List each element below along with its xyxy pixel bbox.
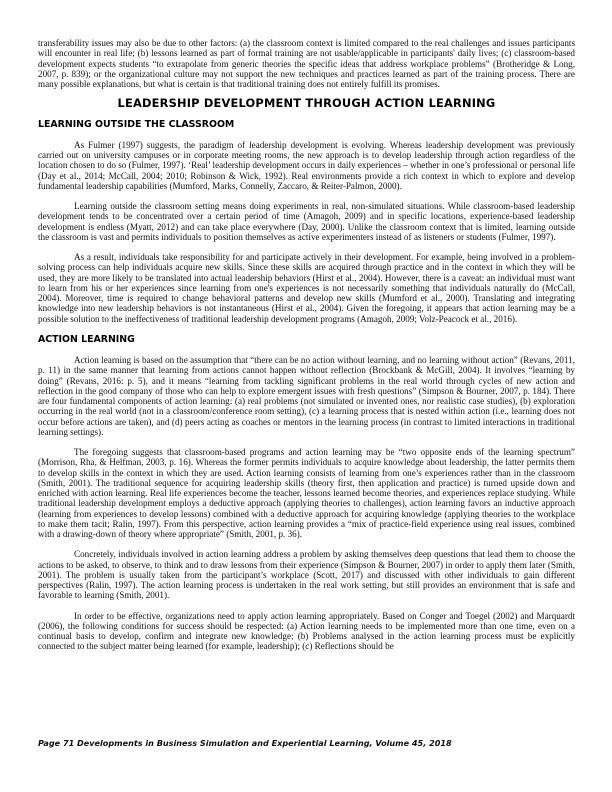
body-paragraph: Concretely, individuals involved in action learning address a problem by asking themselves deep questions that lead them to choose the actions to be asked, to observe, to think and to draw lessons from their experience (Simpson & Bourner, 2007) in order to apply them later (Smith, 2001). The problem is usually taken from the participant’s workplace (Scott, 2017) and discussed with other individuals to gain different perspectives (Ralin, 1997). The action learning process is undertaken in the real work setting, but still provides an environment that is safe and favorable to learning (Smith, 2001). (38, 549, 575, 601)
body-paragraph: Learning outside the classroom setting means doing experiments in real, non-simulated situations. While classroom-based leadership development tends to be concentrated over a certain period of time (Amagoh, 2009) and in specific locations, experience-based leadership development is endless (Myatt, 2012) and can take place everywhere (Day, 2000). Unlike the classroom context that is limited, learning outside the classroom is vast and permits individuals to position themselves as active experimenters instead of as listeners or students (Fulmer, 1997). (38, 201, 575, 242)
section-title: LEADERSHIP DEVELOPMENT THROUGH ACTION LEARNING (117, 96, 496, 111)
page-footer: Page 71 Developments in Business Simulation and Experiential Learning, Volume 45, 2018 (38, 738, 452, 748)
body-paragraph: As a result, individuals take responsibility for and participate actively in their development. For example, being involved in a problem-solving process can help individuals acquire new skills. Since these skills are acquired through practice and in the context in which they will be used, they are more likely to be translated into actual leadership behaviors (Hirst et al., 2004). However, there is a caveat: an individual must want to learn from his or her experiences since learning from one's experiences is not necessarily something that individuals naturally do (McCall, 2004). Moreover, time is required to change behavioral patterns and develop new skills (Mumford et al., 2000). Translating and integrating knowledge into new leadership behaviors is not instantaneous (Hirst et al., 2004). Given the foregoing, it appears that action learning may be a possible solution to the ineffectiveness of traditional leadership development programs (Amagoh, 2009; Volz-Peacock et al., 2016). (38, 252, 575, 324)
subsection-heading-action-learning: ACTION LEARNING (38, 333, 135, 345)
body-paragraph: As Fulmer (1997) suggests, the paradigm of leadership development is evolving. Whereas leadership development was previously carried out on university campuses or in corporate meeting rooms, the new approach is to develop leadership through action regardless of the location chosen to do so (Fulmer, 1997). ‘Real’ leadership development occurs in daily experiences – whether in one’s professional or personal life (Day et al., 2014; McCall, 2004; 2010; Robinson & Wick, 1992). Real environments provide a rich context in which to explore and develop fundamental leadership capabilities (Mumford, Marks, Connelly, Zaccaro, & Reiter-Palmon, 2000). (38, 139, 575, 191)
body-paragraph: The foregoing suggests that classroom-based programs and action learning may be “two opposite ends of the learning spectrum” (Morrison, Rha, & Helfman, 2003, p. 16). Whereas the former permits individuals to acquire knowledge about leadership, the latter permits them to develop skills in the context in which they are used. Action learning consists of learning from one’s experiences rather than in the classroom (Smith, 2001). The traditional sequence for acquiring leadership skills (theory first, then application and practice) is turned upside down and enriched with action learning. Real life experiences become the teacher, lessons learned become theories, and experiences replace studying. While traditional leadership development employs a deductive approach (applying theories to challenges), action learning favors an inductive approach (learning from experiences to develop lessons) combined with a deductive approach for acquiring knowledge (applying theories to the workplace to make them tacit; Ralin, 1997). From this perspective, action learning provides a “mix of practice-field experience using real issues, combined with a drawing-down of theory where appropriate” (Smith, 2001, p. 36). (38, 447, 575, 539)
document-page (38, 38, 575, 652)
intro-paragraph: transferability issues may also be due to other factors: (a) the classroom context is limited compared to the real challenges and issues participants will encounter in real life; (b) lessons learned as part of formal training are not usable/applicable in participants' daily lives; (c) classroom-based development expects students “to extrapolate from generic theories the specific ideas that address workplace problems” (Brotheridge & Long, 2007, p. 839); or the organizational culture may not support the new techniques and practices learned as part of the training process. There are many possible explanations, but what is certain is that traditional training does not entirely fulfill its promises. (38, 38, 575, 89)
body-paragraph: In order to be effective, organizations need to apply action learning appropriately. Based on Conger and Toegel (2002) and Marquardt (2006), the following conditions for success should be respected: (a) Action learning needs to be implemented more than one time, even on a continual basis to develop, confirm and integrate new knowledge; (b) Problems analysed in the action learning process must be explicitly connected to the subject matter being learned (for example, leadership); (c) Reflections should be (38, 610, 575, 652)
subsection-heading-learning-outside: LEARNING OUTSIDE THE CLASSROOM (38, 118, 235, 130)
body-paragraph: Action learning is based on the assumption that “there can be no action without learning, and no learning without action” (Revans, 2011, p. 11) in the same manner that learning from actions cannot happen without reflection (Brockbank & McGill, 2004). It involves “learning by doing” (Revans, 2016: p. 5), and it means “learning from tackling significant problems in the real world through cycles of new action and reflection in the good company of those who can help to explore emergent issues with fresh questions” (Simpson & Bourner, 2007, p. 184). There are four fundamental components of action learning: (a) real problems (not simulated or invented ones, nor realistic case studies), (b) exploration occurring in the real world (not in a classroom/conference room setting), (c) a learning process that is nested within action (i.e., learning does not occur before actions are taken), and (d) peers acting as coaches or mentors in the learning process (in contrast to limited interactions in traditional learning settings). (38, 355, 575, 437)
